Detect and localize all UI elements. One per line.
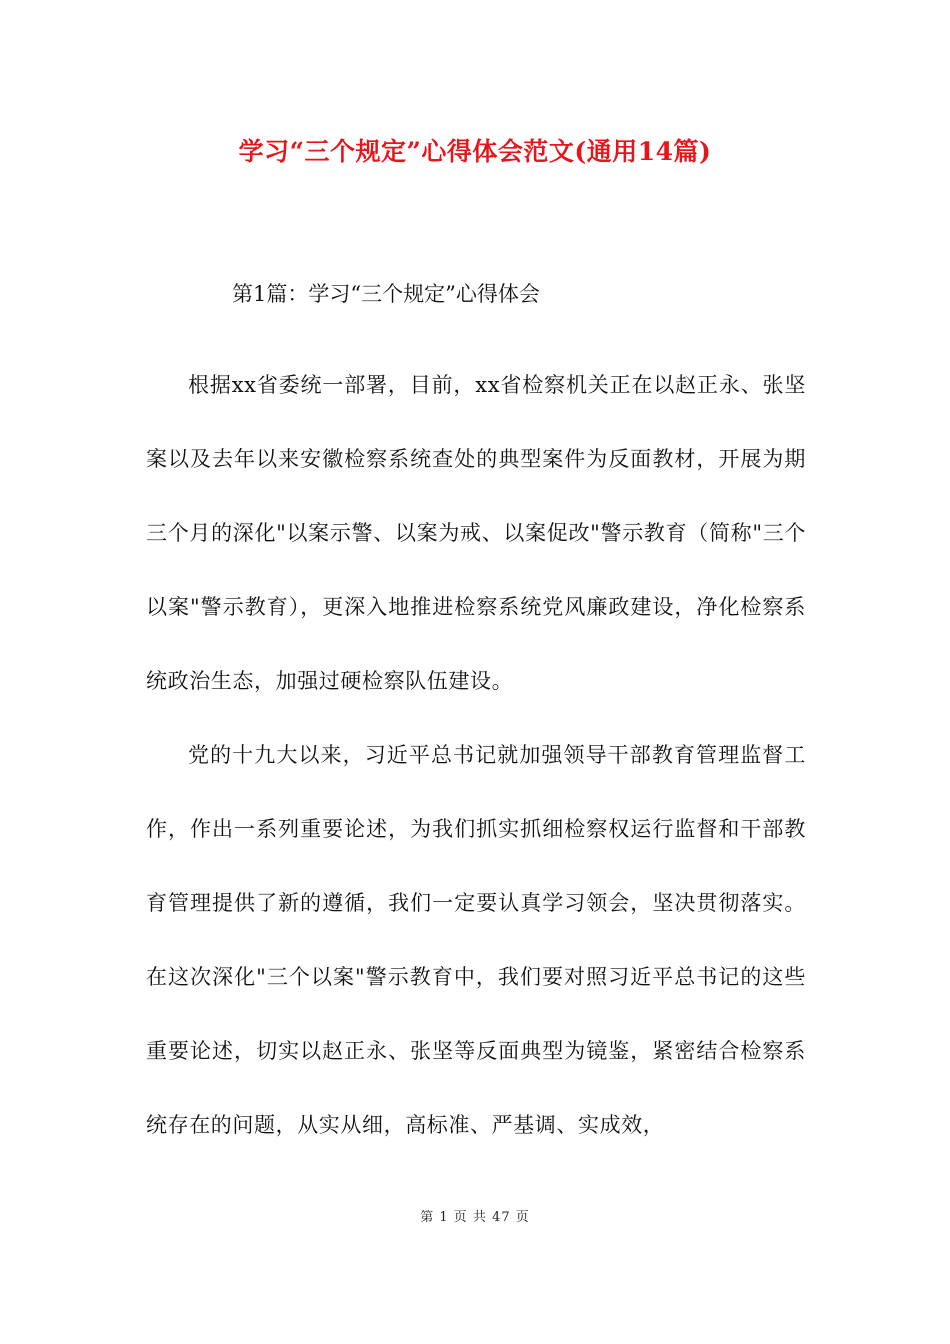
document-body [146,348,806,1162]
paragraph-1: 根据xx省委统一部署，目前，xx省检察机关正在以赵正永、张坚案以及去年以来安徽检察系统查处的典型案件为反面教材，开展为期三个月的深化"以案示警、以案为戒、以案促改"警示教育（简称"三个以案"警示教育），更深入地推进检察系统党风廉政建设，净化检察系统政治生态，加强过硬检察队伍建设。 [146,373,806,693]
document-title: 学习“三个规定”心得体会范文(通用14篇) [238,137,712,166]
page-footer: 第 1 页 共 47 页 [420,1210,530,1225]
section-heading: 第1篇：学习“三个规定”心得体会 [232,282,540,306]
paragraph-2: 党的十九大以来，习近平总书记就加强领导干部教育管理监督工作，作出一系列重要论述，为我们抓实抓细检察权运行监督和干部教育管理提供了新的遵循，我们一定要认真学习领会，坚决贯彻落实。在这次深化"三个以案"警示教育中，我们要对照习近平总书记的这些重要论述，切实以赵正永、张坚等反面典型为镜鉴，紧密结合检察系统存在的问题，从实从细，高标准、严基调、实成效， [146,743,806,1137]
